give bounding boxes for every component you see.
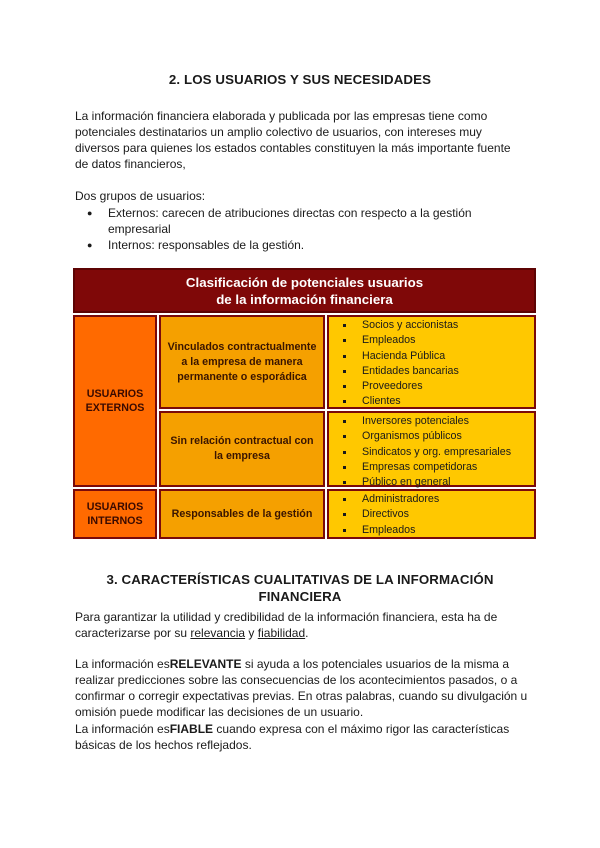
guarantee-text: Para garantizar la utilidad y credibilidad de la información financiera, esta ha de caracterizarse por su <box>75 610 498 640</box>
user-groups-intro: Dos grupos de usuarios: <box>75 189 206 203</box>
list-item: Inversores potenciales <box>341 414 534 429</box>
list-item: Proveedores <box>341 379 534 394</box>
guarantee-paragraph <box>75 609 530 641</box>
category-label: Responsables de la gestión <box>171 507 313 520</box>
relevancia-term: relevancia <box>190 626 246 640</box>
table-title-line-2: de la información financiera <box>216 291 393 307</box>
list-item: Empleados <box>341 333 534 348</box>
fiable-lead: La información es <box>75 722 170 736</box>
list-item: Organismos públicos <box>341 429 534 444</box>
category-label: Vinculados contractualmente a la empresa de manera permanente o esporádica <box>167 340 317 383</box>
list-item: Sindicatos y org. empresariales <box>341 445 534 460</box>
category-management <box>159 489 325 539</box>
period: . <box>305 626 309 640</box>
user-groups-list <box>87 205 517 253</box>
items-management <box>327 489 536 539</box>
list-item: ● Externos: carecen de atribuciones directas con respecto a la gestión empresarial <box>87 205 517 237</box>
internal-users-cell <box>73 489 157 539</box>
list-item: Directivos <box>341 507 534 522</box>
list-item: Administradores <box>341 492 534 507</box>
external-users-label: USUARIOS EXTERNOS <box>85 388 145 414</box>
relevant-lead: La información es <box>75 657 170 671</box>
relevant-paragraph <box>75 656 530 720</box>
fiable-keyword: FIABLE <box>169 722 214 736</box>
relevant-keyword: RELEVANTE <box>169 657 242 671</box>
category-contractual <box>159 315 325 409</box>
list-item: ● Internos: responsables de la gestión. <box>87 237 517 253</box>
items-contractual <box>327 315 536 409</box>
category-label: Sin relación contractual con la empresa <box>170 435 314 462</box>
table-header <box>73 268 536 313</box>
table-title-line-1: Clasificación de potenciales usuarios <box>185 274 424 290</box>
list-item: Público en general <box>341 475 534 490</box>
list-item: Hacienda Pública <box>341 349 534 364</box>
section-3-heading: 3. CARACTERÍSTICAS CUALITATIVAS DE LA INFORMACIÓN FINANCIERA <box>106 572 494 604</box>
items-non-contractual <box>327 411 536 487</box>
classification-table <box>73 268 536 539</box>
list-item: Empresas competidoras <box>341 460 534 475</box>
internal-users-label: USUARIOS INTERNOS <box>86 501 144 527</box>
relevant-body: si ayuda a los potenciales usuarios de la misma a realizar predicciones sobre las consecuencias de los acontecimientos pasados, o a confirmar o corregir expectativas previas. En otras palabras, cuando su divulgación u omisión puede modificar las decisiones de un usuario. <box>75 657 528 719</box>
list-item: Clientes <box>341 394 534 409</box>
section-2-heading: 2. LOS USUARIOS Y SUS NECESIDADES <box>168 72 432 87</box>
conjunction: y <box>245 626 258 640</box>
category-non-contractual <box>159 411 325 487</box>
fiable-body: cuando expresa con el máximo rigor las características básicas de los hechos reflejados. <box>75 722 510 752</box>
fiabilidad-term: fiabilidad <box>257 626 306 640</box>
list-item: Entidades bancarias <box>341 364 534 379</box>
fiable-paragraph <box>75 721 530 753</box>
list-item: Empleados <box>341 523 534 538</box>
intro-paragraph: La información financiera elaborada y publicada por las empresas tiene como potenciales destinatarios un amplio colectivo de usuarios, con intereses muy diversos para quienes los estados contables constituyen la más importante fuente de datos financieros, <box>75 109 511 171</box>
list-item: Socios y accionistas <box>341 318 534 333</box>
external-users-cell <box>73 315 157 487</box>
